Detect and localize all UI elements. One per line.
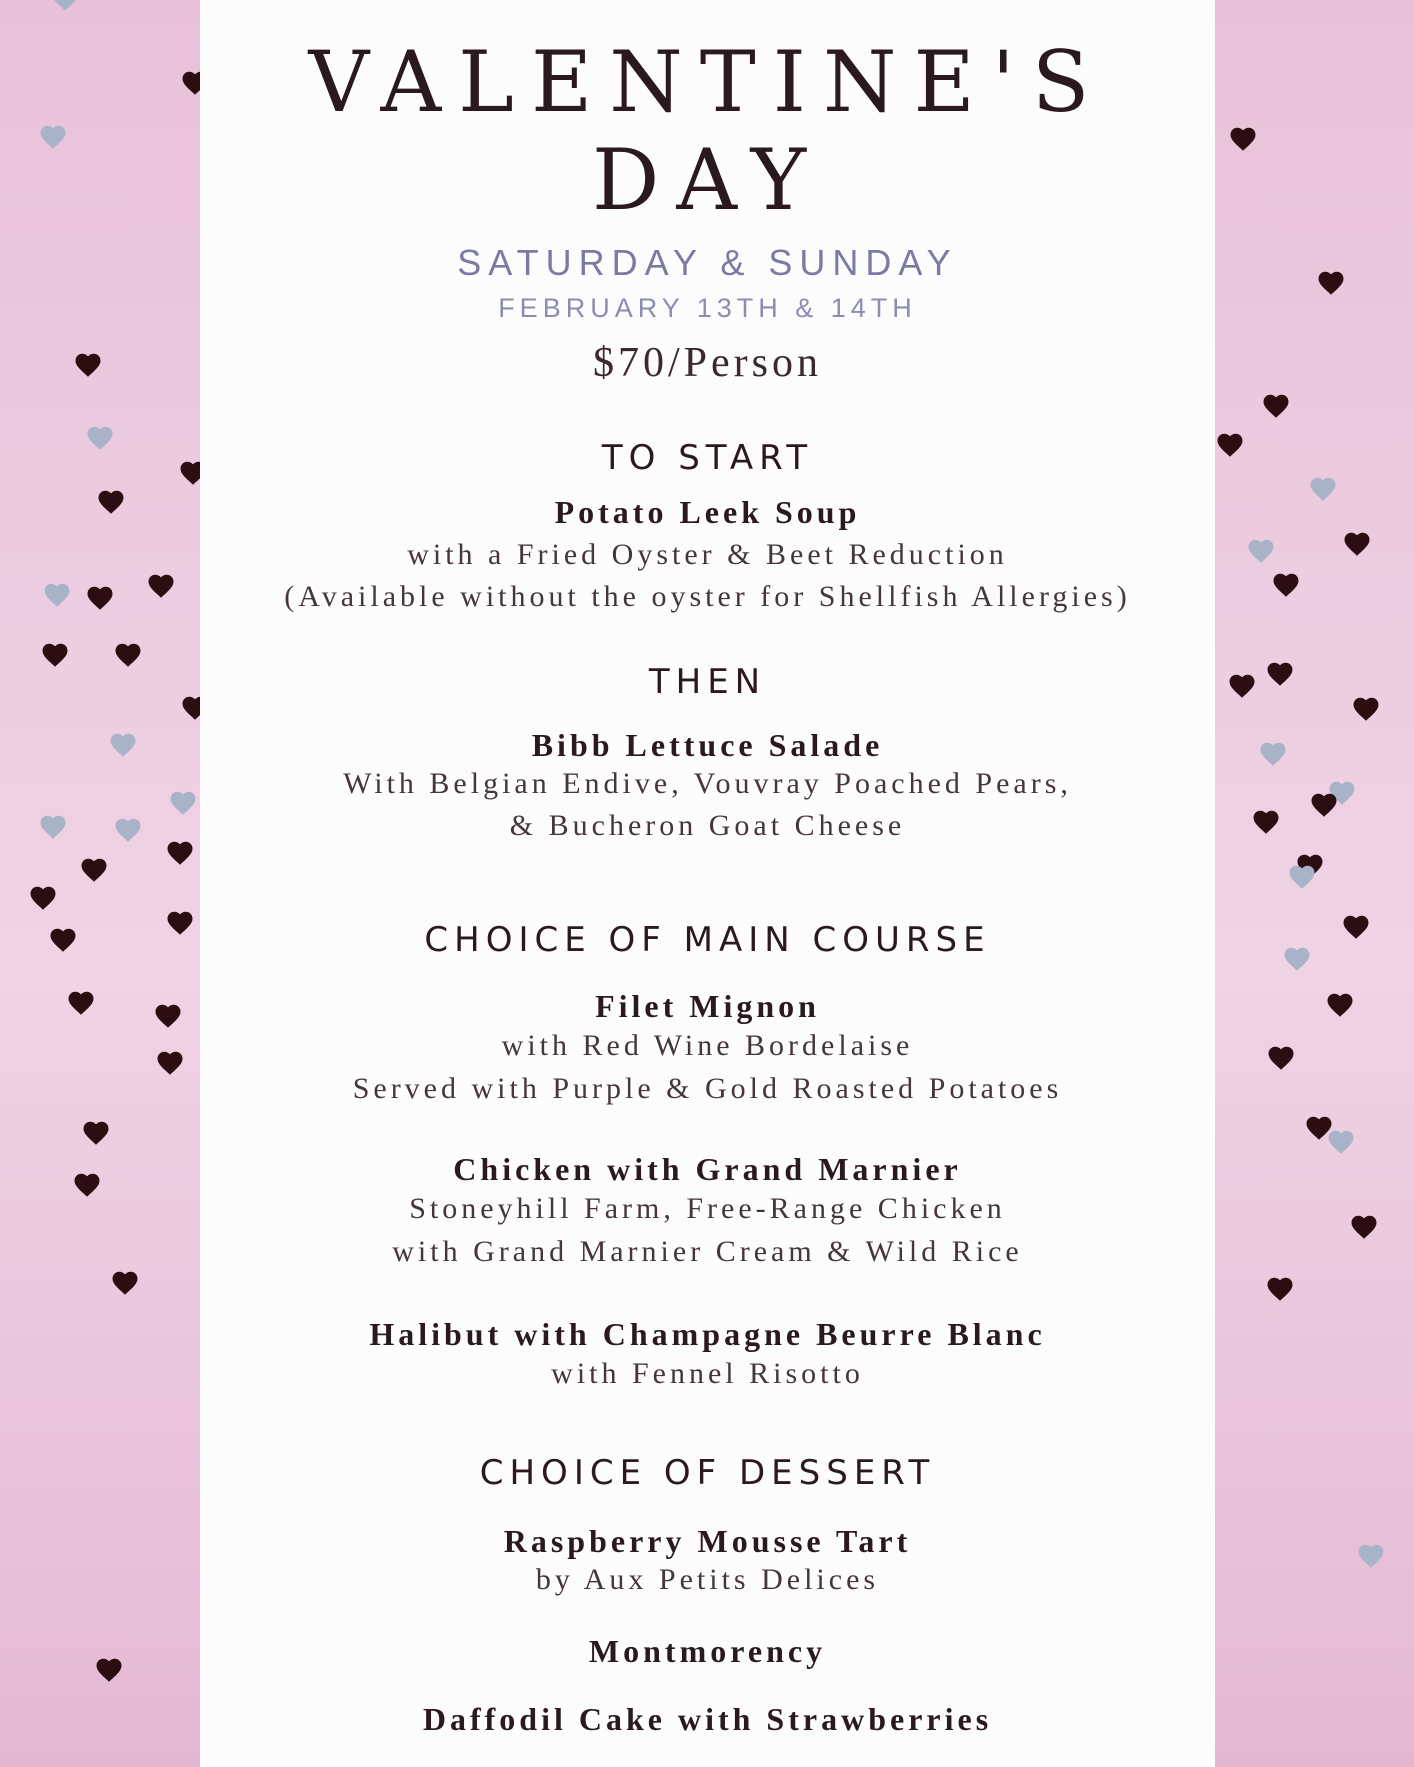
- heart-icon: [81, 1118, 111, 1148]
- heart-icon: [79, 855, 109, 885]
- heart-icon: [1266, 1043, 1296, 1073]
- heart-icon: [1258, 739, 1288, 769]
- dish-name: Daffodil Cake with Strawberries: [422, 1701, 993, 1737]
- heart-icon: [85, 423, 115, 453]
- heart-icon: [1251, 807, 1281, 837]
- heart-icon: [1265, 1274, 1295, 1304]
- heart-icon: [1271, 570, 1301, 600]
- heart-icon: [1351, 694, 1381, 724]
- heart-icon: [1342, 529, 1372, 559]
- heart-icon: [38, 122, 68, 152]
- heart-icon: [165, 908, 195, 938]
- heart-icon: [1215, 430, 1245, 460]
- heart-icon: [38, 812, 68, 842]
- heart-icon: [48, 925, 78, 955]
- heart-icon: [50, 0, 80, 14]
- dish-description: with Grand Marnier Cream & Wild Rice: [392, 1235, 1023, 1268]
- section-heading-main-course: CHOICE OF MAIN COURSE: [424, 920, 991, 960]
- heart-icon: [1246, 536, 1276, 566]
- heart-icon: [42, 580, 72, 610]
- heart-icon: [110, 1268, 140, 1298]
- dish-description: by Aux Petits Delices: [535, 1563, 880, 1596]
- heart-icon: [1228, 124, 1258, 154]
- heart-icon: [178, 458, 200, 488]
- dish-name: Montmorency: [588, 1633, 827, 1669]
- dish-name: Halibut with Champagne Beurre Blanc: [369, 1316, 1046, 1352]
- heart-icon: [28, 883, 58, 913]
- dish-name: Filet Mignon: [595, 988, 820, 1024]
- right-heart-strip: [1215, 0, 1414, 1767]
- heart-icon: [85, 583, 115, 613]
- dish-description: with Fennel Risotto: [551, 1357, 864, 1390]
- heart-icon: [1356, 1541, 1386, 1571]
- dish-name: Raspberry Mousse Tart: [503, 1523, 912, 1559]
- heart-icon: [108, 730, 138, 760]
- heart-icon: [1287, 862, 1317, 892]
- heart-icon: [1261, 391, 1291, 421]
- dish-description: & Bucheron Goat Cheese: [509, 809, 906, 842]
- heart-icon: [72, 1170, 102, 1200]
- event-days: SATURDAY & SUNDAY: [457, 242, 958, 283]
- heart-icon: [146, 571, 176, 601]
- heart-icon: [1349, 1212, 1379, 1242]
- heart-icon: [168, 788, 198, 818]
- left-heart-strip: [0, 0, 200, 1767]
- heart-icon: [1326, 1127, 1356, 1157]
- dish-name: Bibb Lettuce Salade: [531, 727, 884, 763]
- dish-description: with Red Wine Bordelaise: [501, 1029, 914, 1062]
- heart-icon: [113, 640, 143, 670]
- dish-description: with a Fried Oyster & Beet Reduction: [407, 538, 1008, 571]
- heart-icon: [1265, 659, 1295, 689]
- title-line-2: DAY: [591, 131, 824, 229]
- heart-icon: [1341, 912, 1371, 942]
- heart-icon: [1227, 671, 1257, 701]
- section-heading-dessert: CHOICE OF DESSERT: [479, 1453, 936, 1493]
- dish-note: (Available without the oyster for Shellfish Allergies): [284, 580, 1131, 613]
- heart-icon: [153, 1001, 183, 1031]
- heart-icon: [165, 838, 195, 868]
- dish-name: Potato Leek Soup: [554, 494, 861, 530]
- heart-icon: [1316, 268, 1346, 298]
- section-heading-then: THEN: [648, 662, 767, 702]
- heart-icon: [96, 487, 126, 517]
- event-dates: FEBRUARY 13TH & 14TH: [498, 293, 917, 323]
- heart-icon: [73, 350, 103, 380]
- heart-icon: [1309, 790, 1339, 820]
- heart-icon: [1325, 990, 1355, 1020]
- heart-icon: [66, 988, 96, 1018]
- title-line-1: VALENTINE'S: [308, 33, 1107, 131]
- price-per-person: $70/Person: [593, 340, 822, 386]
- heart-icon: [155, 1048, 185, 1078]
- heart-icon: [94, 1655, 124, 1685]
- section-heading-to-start: TO START: [601, 438, 814, 478]
- heart-icon: [1282, 944, 1312, 974]
- dish-description: Stoneyhill Farm, Free-Range Chicken: [409, 1192, 1006, 1225]
- heart-icon: [40, 640, 70, 670]
- heart-icon: [180, 693, 200, 723]
- heart-icon: [1308, 474, 1338, 504]
- heart-icon: [180, 68, 200, 98]
- menu-panel: [200, 0, 1215, 1767]
- dish-name: Chicken with Grand Marnier: [453, 1151, 962, 1187]
- dish-description: Served with Purple & Gold Roasted Potatoes: [352, 1072, 1063, 1105]
- heart-icon: [113, 815, 143, 845]
- dish-description: With Belgian Endive, Vouvray Poached Pears,: [343, 767, 1072, 800]
